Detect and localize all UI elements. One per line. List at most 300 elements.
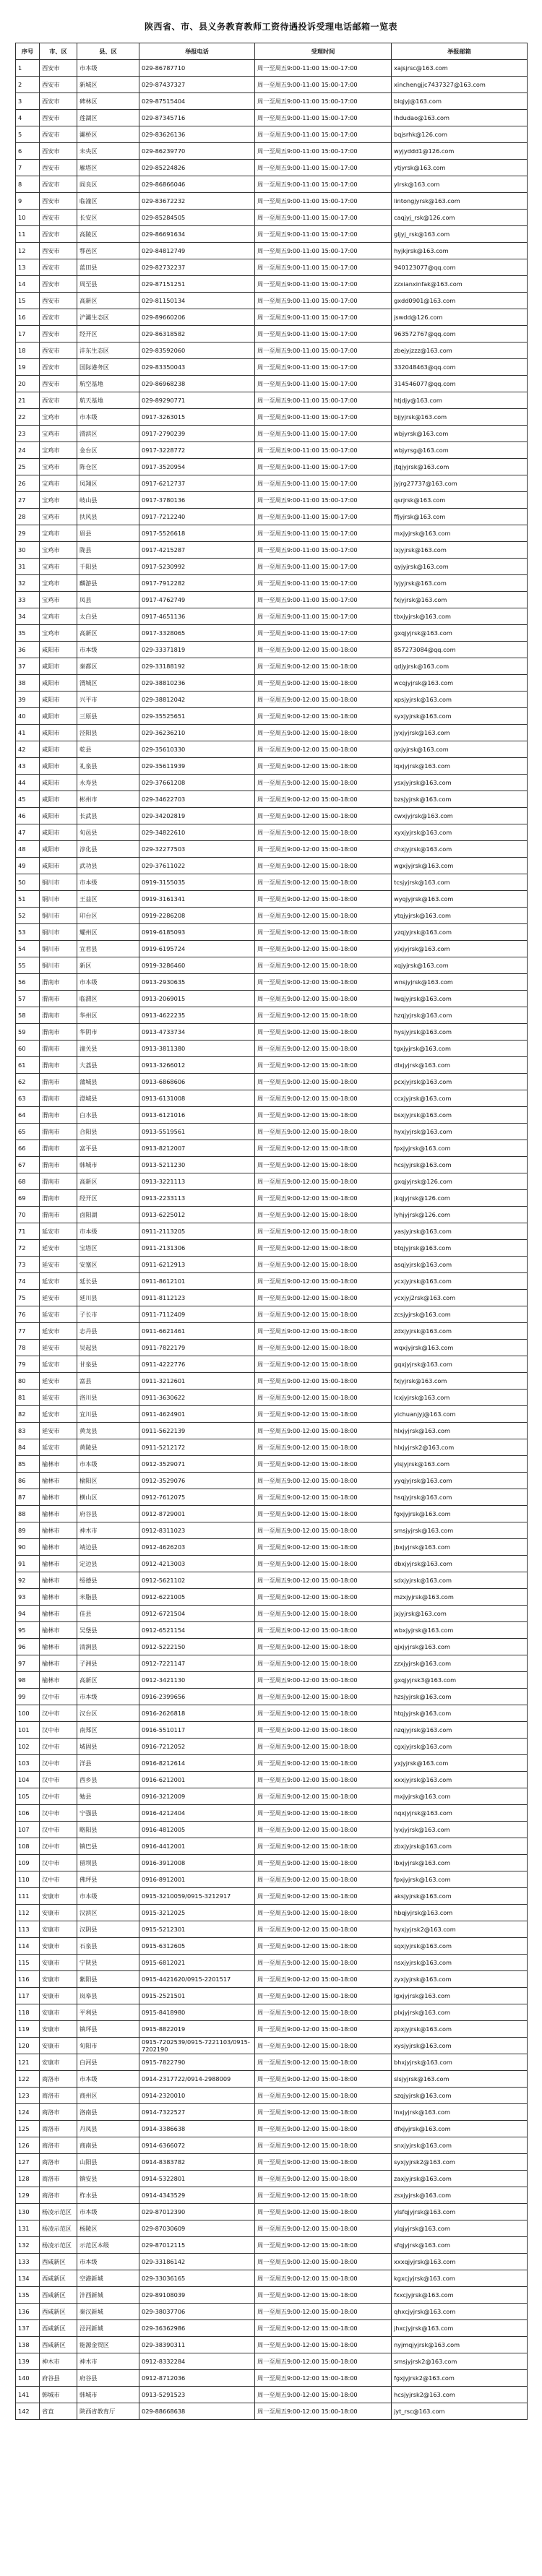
row-county: 岐山县 xyxy=(77,492,139,509)
row-phone: 029-87012115 xyxy=(139,2237,255,2254)
row-city: 榆林市 xyxy=(40,1456,77,1473)
row-city: 安康市 xyxy=(40,2038,77,2054)
row-city: 延安市 xyxy=(40,1439,77,1456)
row-index: 115 xyxy=(16,1955,40,1971)
row-phone: 029-86866046 xyxy=(139,176,255,193)
table-row xyxy=(16,1788,528,1805)
row-county: 神木市 xyxy=(77,2353,139,2370)
row-hours: 周一至周五9:00-12:00 15:00-18:00 xyxy=(255,2004,392,2021)
row-county: 延长县 xyxy=(77,1273,139,1290)
table-row xyxy=(16,2154,528,2171)
row-email: xajsjrsc@163.com xyxy=(392,60,528,77)
row-county: 佳县 xyxy=(77,1606,139,1622)
row-email: lbxjyjrsk@163.com xyxy=(392,1855,528,1871)
row-hours: 周一至周五9:00-12:00 15:00-18:00 xyxy=(255,841,392,858)
row-email: caqjyj_rsk@126.com xyxy=(392,210,528,226)
row-city: 西安市 xyxy=(40,326,77,343)
row-phone: 0913-2069015 xyxy=(139,991,255,1007)
row-index: 22 xyxy=(16,409,40,426)
table-row xyxy=(16,1090,528,1107)
row-hours: 周一至周五9:00-11:00 15:00-17:00 xyxy=(255,559,392,575)
row-county: 鄠邑区 xyxy=(77,243,139,259)
row-city: 延安市 xyxy=(40,1290,77,1306)
row-hours: 周一至周五9:00-11:00 15:00-17:00 xyxy=(255,210,392,226)
table-row xyxy=(16,426,528,442)
row-hours: 周一至周五9:00-11:00 15:00-17:00 xyxy=(255,309,392,326)
row-email: fxjyjrsk@163.com xyxy=(392,592,528,608)
row-index: 118 xyxy=(16,2004,40,2021)
row-hours: 周一至周五9:00-12:00 15:00-18:00 xyxy=(255,824,392,841)
row-phone: 029-81150134 xyxy=(139,293,255,309)
row-phone: 029-82732237 xyxy=(139,259,255,276)
row-index: 133 xyxy=(16,2254,40,2270)
row-county: 泾阳县 xyxy=(77,725,139,741)
row-phone: 029-87030609 xyxy=(139,2220,255,2237)
table-row xyxy=(16,1971,528,1988)
row-index: 142 xyxy=(16,2403,40,2420)
row-hours: 周一至周五9:00-12:00 15:00-18:00 xyxy=(255,1340,392,1356)
row-index: 90 xyxy=(16,1539,40,1556)
row-county: 柞水县 xyxy=(77,2187,139,2204)
row-county: 陈仓区 xyxy=(77,459,139,475)
row-county: 旬邑县 xyxy=(77,824,139,841)
row-phone: 0912-7612075 xyxy=(139,1489,255,1506)
row-index: 61 xyxy=(16,1057,40,1074)
row-city: 咸阳市 xyxy=(40,791,77,808)
row-phone: 0913-6131008 xyxy=(139,1090,255,1107)
row-city: 宝鸡市 xyxy=(40,459,77,475)
table-row xyxy=(16,775,528,791)
row-index: 116 xyxy=(16,1971,40,1988)
table-row xyxy=(16,1124,528,1140)
row-city: 延安市 xyxy=(40,1340,77,1356)
row-county: 宁强县 xyxy=(77,1805,139,1822)
row-index: 4 xyxy=(16,110,40,126)
row-hours: 周一至周五9:00-12:00 15:00-18:00 xyxy=(255,2370,392,2387)
row-hours: 周一至周五9:00-12:00 15:00-18:00 xyxy=(255,1522,392,1539)
table-row xyxy=(16,957,528,974)
table-row xyxy=(16,2104,528,2121)
row-email: jyjrg27737@163.com xyxy=(392,475,528,492)
row-county: 永寿县 xyxy=(77,775,139,791)
table-row xyxy=(16,93,528,110)
row-index: 127 xyxy=(16,2154,40,2171)
row-email: qhxcjyjrsk@163.com xyxy=(392,2304,528,2320)
row-hours: 周一至周五9:00-11:00 15:00-17:00 xyxy=(255,376,392,392)
table-row xyxy=(16,2071,528,2088)
row-email: bjjyjrsk@163.com xyxy=(392,409,528,426)
row-county: 阎良区 xyxy=(77,176,139,193)
row-county: 平利县 xyxy=(77,2004,139,2021)
row-county: 市本级 xyxy=(77,409,139,426)
row-hours: 周一至周五9:00-12:00 15:00-18:00 xyxy=(255,642,392,658)
row-county: 金台区 xyxy=(77,442,139,459)
row-hours: 周一至周五9:00-12:00 15:00-18:00 xyxy=(255,2220,392,2237)
row-city: 宝鸡市 xyxy=(40,525,77,542)
row-city: 宝鸡市 xyxy=(40,426,77,442)
table-row xyxy=(16,725,528,741)
row-hours: 周一至周五9:00-12:00 15:00-18:00 xyxy=(255,1090,392,1107)
row-county: 华阴市 xyxy=(77,1024,139,1041)
row-city: 渭南市 xyxy=(40,1140,77,1157)
row-email: wyjyddd1@126.com xyxy=(392,143,528,160)
row-phone: 029-33186142 xyxy=(139,2254,255,2270)
row-phone: 0914-2320010 xyxy=(139,2088,255,2104)
row-phone: 0916-3212009 xyxy=(139,1788,255,1805)
row-county: 合阳县 xyxy=(77,1124,139,1140)
row-email: zpxjyjrsk@163.com xyxy=(392,2021,528,2038)
row-phone: 029-34202819 xyxy=(139,808,255,824)
row-county: 旬阳市 xyxy=(77,2038,139,2054)
row-email: sfqjyjrsk@163.com xyxy=(392,2237,528,2254)
table-row xyxy=(16,1871,528,1888)
row-city: 延安市 xyxy=(40,1406,77,1423)
row-index: 44 xyxy=(16,775,40,791)
row-phone: 0919-6195724 xyxy=(139,941,255,957)
row-city: 榆林市 xyxy=(40,1489,77,1506)
row-county: 蓝田县 xyxy=(77,259,139,276)
row-email: fgxjyjrsk@163.com xyxy=(392,1506,528,1522)
table-row xyxy=(16,210,528,226)
row-county: 市本级 xyxy=(77,2071,139,2088)
row-email: yyqjyjrsk@163.com xyxy=(392,1473,528,1489)
row-city: 安康市 xyxy=(40,2021,77,2038)
row-phone: 029-85284505 xyxy=(139,210,255,226)
row-hours: 周一至周五9:00-12:00 15:00-18:00 xyxy=(255,1639,392,1655)
table-row xyxy=(16,359,528,376)
row-county: 高新区 xyxy=(77,293,139,309)
row-index: 48 xyxy=(16,841,40,858)
table-row xyxy=(16,2370,528,2387)
row-hours: 周一至周五9:00-11:00 15:00-17:00 xyxy=(255,492,392,509)
row-city: 韩城市 xyxy=(40,2387,77,2403)
row-index: 68 xyxy=(16,1173,40,1190)
row-phone: 0917-3520954 xyxy=(139,459,255,475)
row-city: 延安市 xyxy=(40,1240,77,1257)
row-index: 83 xyxy=(16,1423,40,1439)
row-county: 安塞区 xyxy=(77,1257,139,1273)
table-row xyxy=(16,974,528,991)
row-email: zzxjyjrsk@163.com xyxy=(392,1655,528,1672)
table-row xyxy=(16,758,528,775)
row-phone: 0911-2113205 xyxy=(139,1223,255,1240)
row-hours: 周一至周五9:00-11:00 15:00-17:00 xyxy=(255,126,392,143)
row-city: 榆林市 xyxy=(40,1639,77,1655)
row-phone: 029-38390311 xyxy=(139,2337,255,2353)
row-city: 渭南市 xyxy=(40,1107,77,1124)
row-county: 白水县 xyxy=(77,1107,139,1124)
row-county: 洛川县 xyxy=(77,1390,139,1406)
row-county: 镇巴县 xyxy=(77,1838,139,1855)
row-email: tcsjyjrsk@163.com xyxy=(392,874,528,891)
row-email: sqxjyjrsk@163.com xyxy=(392,1938,528,1955)
row-phone: 0917-2790239 xyxy=(139,426,255,442)
row-index: 42 xyxy=(16,741,40,758)
row-city: 宝鸡市 xyxy=(40,442,77,459)
row-phone: 0912-5222150 xyxy=(139,1639,255,1655)
row-city: 榆林市 xyxy=(40,1606,77,1622)
row-email: yichuanjyj@163.com xyxy=(392,1406,528,1423)
row-index: 66 xyxy=(16,1140,40,1157)
row-phone: 0916-4812005 xyxy=(139,1822,255,1838)
table-row xyxy=(16,1273,528,1290)
row-county: 镇安县 xyxy=(77,2171,139,2187)
row-index: 93 xyxy=(16,1589,40,1606)
row-county: 宜川县 xyxy=(77,1406,139,1423)
row-phone: 0911-2131306 xyxy=(139,1240,255,1257)
table-row xyxy=(16,2088,528,2104)
table-row xyxy=(16,1606,528,1622)
row-city: 渭南市 xyxy=(40,1024,77,1041)
row-index: 36 xyxy=(16,642,40,658)
row-city: 西咸新区 xyxy=(40,2287,77,2304)
row-hours: 周一至周五9:00-12:00 15:00-18:00 xyxy=(255,2403,392,2420)
row-index: 102 xyxy=(16,1739,40,1755)
table-row xyxy=(16,160,528,176)
table-row xyxy=(16,874,528,891)
row-phone: 029-86968238 xyxy=(139,376,255,392)
row-county: 蒲城县 xyxy=(77,1074,139,1090)
row-county: 千阳县 xyxy=(77,559,139,575)
row-phone: 0917-4651136 xyxy=(139,608,255,625)
table-row xyxy=(16,741,528,758)
table-row xyxy=(16,824,528,841)
row-index: 2 xyxy=(16,77,40,93)
row-city: 宝鸡市 xyxy=(40,575,77,592)
row-phone: 0915-4421620/0915-2201517 xyxy=(139,1971,255,1988)
row-email: tgxjyjrsk@163.com xyxy=(392,1041,528,1057)
row-hours: 周一至周五9:00-12:00 15:00-18:00 xyxy=(255,675,392,692)
row-phone: 0911-5212172 xyxy=(139,1439,255,1456)
row-index: 126 xyxy=(16,2137,40,2154)
row-city: 西安市 xyxy=(40,359,77,376)
row-phone: 0912-6521154 xyxy=(139,1622,255,1639)
row-email: zbejyjzzz@163.com xyxy=(392,343,528,359)
table-row xyxy=(16,143,528,160)
row-email: htqjyjrsk@163.com xyxy=(392,1705,528,1722)
row-hours: 周一至周五9:00-12:00 15:00-18:00 xyxy=(255,741,392,758)
row-county: 华州区 xyxy=(77,1007,139,1024)
row-hours: 周一至周五9:00-12:00 15:00-18:00 xyxy=(255,1190,392,1207)
header-hours: 受理时间 xyxy=(255,43,392,60)
row-email: lyjyjrsk@163.com xyxy=(392,575,528,592)
row-phone: 029-34822610 xyxy=(139,824,255,841)
row-phone: 029-34622703 xyxy=(139,791,255,808)
row-index: 108 xyxy=(16,1838,40,1855)
row-phone: 0917-3780136 xyxy=(139,492,255,509)
row-phone: 0912-8729001 xyxy=(139,1506,255,1522)
row-email: sdxjyjrsk@163.com xyxy=(392,1572,528,1589)
row-email: ccxjyjrsk@163.com xyxy=(392,1090,528,1107)
row-phone: 0911-3212601 xyxy=(139,1373,255,1390)
row-county: 凤翔区 xyxy=(77,475,139,492)
row-city: 杨凌示范区 xyxy=(40,2204,77,2220)
row-email: plxjyjrsk@163.com xyxy=(392,2004,528,2021)
row-county: 山阳县 xyxy=(77,2154,139,2171)
row-email: cwxjyjrsk@163.com xyxy=(392,808,528,824)
row-index: 14 xyxy=(16,276,40,293)
table-row xyxy=(16,1705,528,1722)
row-phone: 0919-3286460 xyxy=(139,957,255,974)
table-row xyxy=(16,1423,528,1439)
row-hours: 周一至周五9:00-11:00 15:00-17:00 xyxy=(255,259,392,276)
row-email: smsjyjrsk2@163.com xyxy=(392,2353,528,2370)
table-row xyxy=(16,110,528,126)
row-index: 109 xyxy=(16,1855,40,1871)
row-phone: 0911-4222776 xyxy=(139,1356,255,1373)
row-hours: 周一至周五9:00-12:00 15:00-18:00 xyxy=(255,1290,392,1306)
row-index: 111 xyxy=(16,1888,40,1905)
row-index: 81 xyxy=(16,1390,40,1406)
row-phone: 0916-6212001 xyxy=(139,1772,255,1788)
row-hours: 周一至周五9:00-12:00 15:00-18:00 xyxy=(255,1423,392,1439)
row-hours: 周一至周五9:00-11:00 15:00-17:00 xyxy=(255,110,392,126)
row-email: pcxjyjrsk@163.com xyxy=(392,1074,528,1090)
row-phone: 0913-6225012 xyxy=(139,1207,255,1223)
row-phone: 0914-8383782 xyxy=(139,2154,255,2171)
row-phone: 0917-4762749 xyxy=(139,592,255,608)
row-county: 宁陕县 xyxy=(77,1955,139,1971)
row-hours: 周一至周五9:00-12:00 15:00-18:00 xyxy=(255,1356,392,1373)
row-phone: 029-35610330 xyxy=(139,741,255,758)
table-row xyxy=(16,1356,528,1373)
row-phone: 0911-3630622 xyxy=(139,1390,255,1406)
row-city: 西安市 xyxy=(40,160,77,176)
row-city: 商洛市 xyxy=(40,2137,77,2154)
row-email: xyxjyjrsk@163.com xyxy=(392,824,528,841)
row-hours: 周一至周五9:00-12:00 15:00-18:00 xyxy=(255,924,392,941)
row-phone: 029-38037706 xyxy=(139,2304,255,2320)
row-city: 咸阳市 xyxy=(40,775,77,791)
row-county: 延川县 xyxy=(77,1290,139,1306)
row-city: 安康市 xyxy=(40,1905,77,1921)
row-hours: 周一至周五9:00-11:00 15:00-17:00 xyxy=(255,93,392,110)
row-hours: 周一至周五9:00-12:00 15:00-18:00 xyxy=(255,2054,392,2071)
row-email: cgxjyjrsk@163.com xyxy=(392,1739,528,1755)
row-county: 沣西新城 xyxy=(77,2287,139,2304)
row-county: 府谷县 xyxy=(77,2370,139,2387)
row-city: 汉中市 xyxy=(40,1788,77,1805)
row-county: 泾河新城 xyxy=(77,2320,139,2337)
row-hours: 周一至周五9:00-12:00 15:00-18:00 xyxy=(255,1057,392,1074)
row-county: 商州区 xyxy=(77,2088,139,2104)
row-hours: 周一至周五9:00-12:00 15:00-18:00 xyxy=(255,725,392,741)
row-city: 咸阳市 xyxy=(40,725,77,741)
row-city: 宝鸡市 xyxy=(40,625,77,642)
row-city: 延安市 xyxy=(40,1423,77,1439)
row-hours: 周一至周五9:00-12:00 15:00-18:00 xyxy=(255,1689,392,1705)
row-hours: 周一至周五9:00-11:00 15:00-17:00 xyxy=(255,542,392,559)
row-hours: 周一至周五9:00-12:00 15:00-18:00 xyxy=(255,1672,392,1689)
header-city: 市、区 xyxy=(40,43,77,60)
row-email: dlxjyjrsk@163.com xyxy=(392,1057,528,1074)
row-index: 71 xyxy=(16,1223,40,1240)
row-hours: 周一至周五9:00-11:00 15:00-17:00 xyxy=(255,143,392,160)
row-county: 富县 xyxy=(77,1373,139,1390)
row-phone: 0919-3161341 xyxy=(139,891,255,908)
row-city: 延安市 xyxy=(40,1306,77,1323)
row-phone: 0915-6312605 xyxy=(139,1938,255,1955)
row-county: 莲湖区 xyxy=(77,110,139,126)
row-email: hyxjyjrsk@163.com xyxy=(392,1124,528,1140)
row-email: ffjyjrsk@163.com xyxy=(392,509,528,525)
row-email: ysxjyjrsk@163.com xyxy=(392,775,528,791)
row-index: 110 xyxy=(16,1871,40,1888)
row-hours: 周一至周五9:00-12:00 15:00-18:00 xyxy=(255,1955,392,1971)
row-index: 5 xyxy=(16,126,40,143)
row-county: 陇县 xyxy=(77,542,139,559)
table-row xyxy=(16,409,528,426)
row-email: lhdudao@163.com xyxy=(392,110,528,126)
row-email: ylrsk@163.com xyxy=(392,176,528,193)
row-county: 西乡县 xyxy=(77,1772,139,1788)
row-hours: 周一至周五9:00-12:00 15:00-18:00 xyxy=(255,1306,392,1323)
row-phone: 0912-7221147 xyxy=(139,1655,255,1672)
row-county: 市本级 xyxy=(77,1888,139,1905)
row-email: gxqjyjrsk3@163.com xyxy=(392,1672,528,1689)
row-county: 子洲县 xyxy=(77,1655,139,1672)
row-index: 45 xyxy=(16,791,40,808)
row-county: 勉县 xyxy=(77,1788,139,1805)
row-email: lintongjyrsk@163.com xyxy=(392,193,528,210)
row-email: hyxjyjrsk2@163.com xyxy=(392,1921,528,1938)
row-city: 西安市 xyxy=(40,110,77,126)
table-row xyxy=(16,1556,528,1572)
row-county: 太白县 xyxy=(77,608,139,625)
row-hours: 周一至周五9:00-12:00 15:00-18:00 xyxy=(255,1024,392,1041)
row-email: jhxcjyjrsk@163.com xyxy=(392,2320,528,2337)
row-email: xysjyjrsk@163.com xyxy=(392,2038,528,2054)
row-index: 139 xyxy=(16,2353,40,2370)
header-county: 县、区 xyxy=(77,43,139,60)
table-row xyxy=(16,243,528,259)
row-hours: 周一至周五9:00-11:00 15:00-17:00 xyxy=(255,625,392,642)
row-city: 榆林市 xyxy=(40,1572,77,1589)
table-row xyxy=(16,259,528,276)
row-city: 汉中市 xyxy=(40,1838,77,1855)
row-index: 124 xyxy=(16,2104,40,2121)
row-county: 新城区 xyxy=(77,77,139,93)
row-hours: 周一至周五9:00-12:00 15:00-18:00 xyxy=(255,2320,392,2337)
row-city: 宝鸡市 xyxy=(40,559,77,575)
row-hours: 周一至周五9:00-12:00 15:00-18:00 xyxy=(255,1539,392,1556)
row-index: 114 xyxy=(16,1938,40,1955)
row-email: zaxjyjrsk@163.com xyxy=(392,2171,528,2187)
row-city: 安康市 xyxy=(40,2054,77,2071)
table-row xyxy=(16,2237,528,2254)
row-email: wnsjyjrsk@163.com xyxy=(392,974,528,991)
row-phone: 0916-5510117 xyxy=(139,1722,255,1739)
table-row xyxy=(16,1489,528,1506)
row-email: syxjyjrsk@163.com xyxy=(392,708,528,725)
row-phone: 029-84812749 xyxy=(139,243,255,259)
table-row xyxy=(16,1522,528,1539)
row-email: 857273084@qq.com xyxy=(392,642,528,658)
row-county: 渭滨区 xyxy=(77,426,139,442)
row-county: 市本级 xyxy=(77,642,139,658)
row-phone: 0915-3210059/0915-3212917 xyxy=(139,1888,255,1905)
row-index: 9 xyxy=(16,193,40,210)
row-email: lyxjyjrsk@163.com xyxy=(392,1822,528,1838)
row-email: 314546077@qq.com xyxy=(392,376,528,392)
row-phone: 029-38810236 xyxy=(139,675,255,692)
row-county: 雁塔区 xyxy=(77,160,139,176)
row-phone: 029-37611022 xyxy=(139,858,255,874)
row-city: 汉中市 xyxy=(40,1739,77,1755)
table-row xyxy=(16,1306,528,1323)
row-hours: 周一至周五9:00-12:00 15:00-18:00 xyxy=(255,1905,392,1921)
row-index: 136 xyxy=(16,2304,40,2320)
